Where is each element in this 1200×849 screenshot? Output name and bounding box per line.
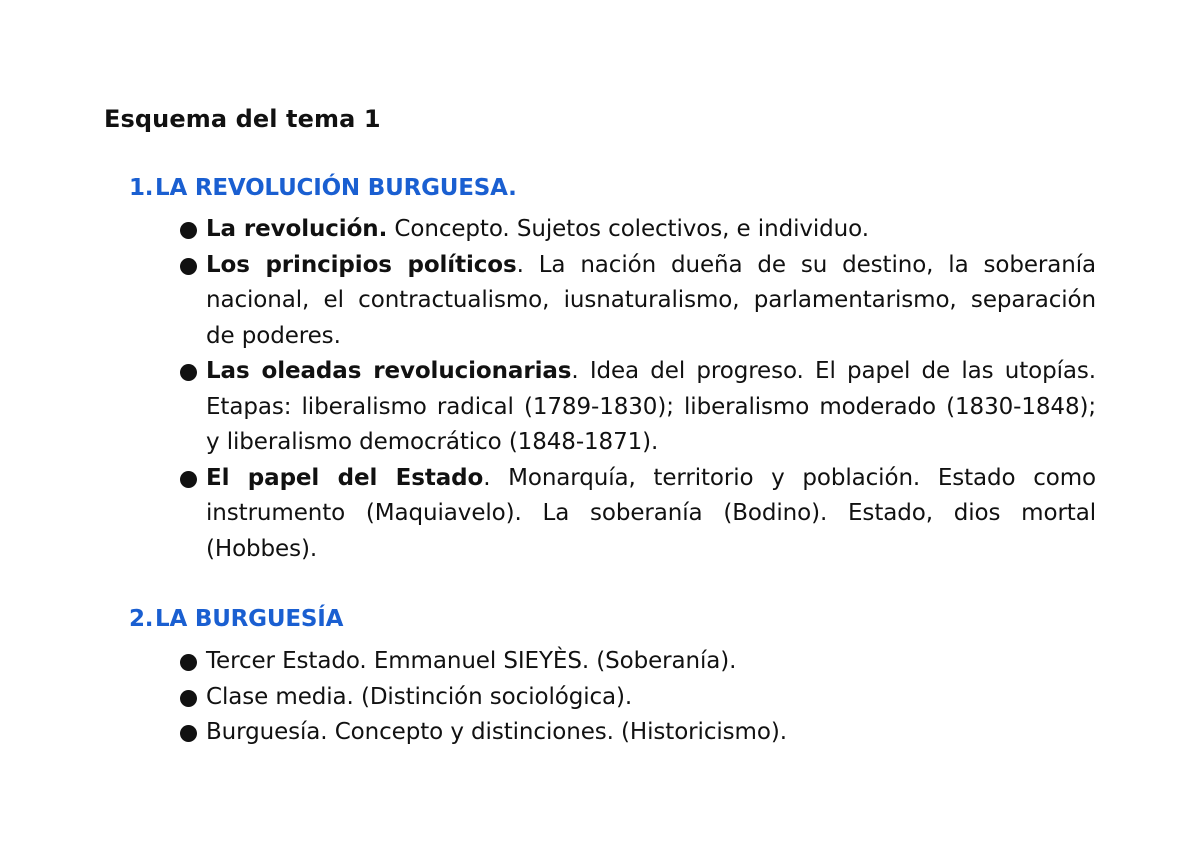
item-text: Tercer Estado. Emmanuel SIEYÈS. (Soberanía). <box>206 648 737 674</box>
bullet-dot-icon <box>180 364 197 381</box>
list-item <box>180 212 1096 248</box>
section-title: LA REVOLUCIÓN BURGUESA. <box>155 175 517 201</box>
item-text: . La nación dueña de su destino, la soberanía nacional, el contractualismo, iusnaturalismo, parlamentarismo, separación de poderes. <box>206 251 1096 349</box>
section-heading-burguesia <box>129 606 343 632</box>
list-item <box>180 644 1096 680</box>
bullet-dot-icon <box>180 725 197 742</box>
document-title: Esquema del tema 1 <box>104 105 381 133</box>
section-number: 1. <box>129 175 154 201</box>
bullet-list-revolucion <box>180 212 1096 567</box>
item-text: . Idea del progreso. El papel de las utopías. Etapas: liberalismo radical (1789-1830); liberalismo moderado (1830-1848); y liberalismo democrático (1848-1871). <box>206 358 1096 455</box>
bullet-dot-icon <box>180 222 197 239</box>
section-heading-revolucion <box>129 175 517 201</box>
item-text: Clase media. (Distinción sociológica). <box>206 683 633 710</box>
bullet-dot-icon <box>180 654 197 671</box>
bullet-dot-icon <box>180 471 197 488</box>
list-item <box>180 248 1096 355</box>
item-text: Concepto. Sujetos colectivos, e individuo. <box>387 216 869 242</box>
item-bold-term: El papel del Estado <box>206 464 484 491</box>
bullet-dot-icon <box>180 258 197 275</box>
list-item <box>180 715 1096 751</box>
item-bold-term: La revolución. <box>206 216 388 242</box>
item-bold-term: Las oleadas revolucionarias <box>206 358 572 384</box>
bullet-dot-icon <box>180 690 197 707</box>
item-text: . Monarquía, territorio y población. Estado como instrumento (Maquiavelo). La soberanía (Bodino). Estado, dios mortal (Hobbes). <box>206 464 1097 562</box>
bullet-list-burguesia <box>180 644 1096 751</box>
section-number: 2. <box>129 606 154 632</box>
section-title: LA BURGUESÍA <box>155 606 344 632</box>
list-item <box>180 461 1096 568</box>
list-item <box>180 680 1096 716</box>
item-text: Burguesía. Concepto y distinciones. (Historicismo). <box>206 719 787 745</box>
item-bold-term: Los principios políticos <box>206 251 517 278</box>
list-item <box>180 354 1096 461</box>
